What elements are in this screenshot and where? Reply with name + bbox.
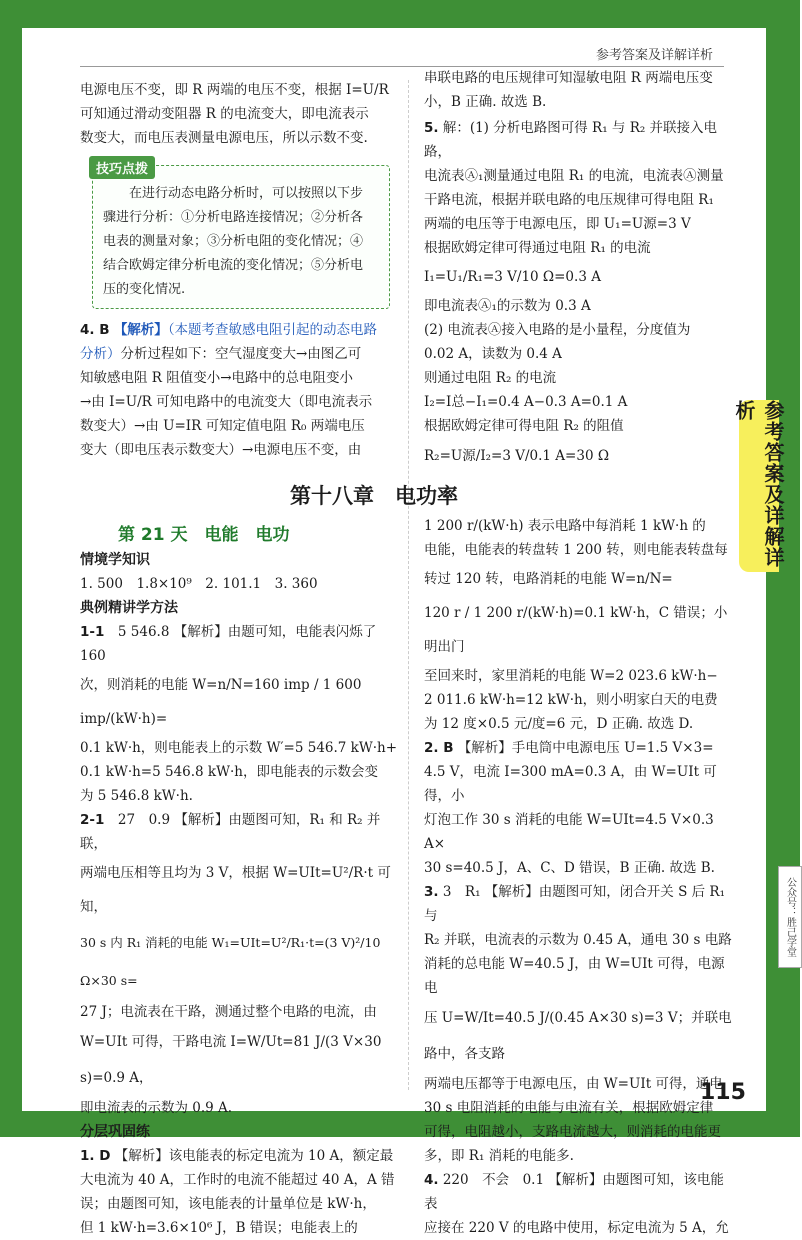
left-lower bbox=[80, 548, 400, 1240]
text-line: (2) 电流表Ⓐ接入电路的是小量程，分度值为 bbox=[424, 322, 691, 338]
text-line: 30 s 电阻消耗的电能与电流有关，根据欧姆定律 bbox=[424, 1100, 714, 1116]
tip-line: 电表的测量对象；③分析电阻的变化情况；④ bbox=[103, 234, 364, 249]
text-line: 4.5 V，电流 I=300 mA=0.3 A，由 W=UIt 可得，小 bbox=[424, 764, 717, 804]
text-line: 电源电压不变，即 R 两端的电压不变，根据 I=U/R bbox=[80, 82, 389, 98]
text-line: 分析过程如下：空气湿度变大→由图乙可 bbox=[120, 346, 362, 362]
side-watermark-label: 公众号：胜己学堂 bbox=[784, 877, 796, 957]
tip-text bbox=[103, 182, 381, 302]
text-line: 0.1 kW·h=5 546.8 kW·h，即电能表的示数会变 bbox=[80, 764, 378, 780]
section-heading: 情境学知识 bbox=[80, 552, 150, 568]
text-line: 27 0.9 【解析】由题图可知，R₁ 和 R₂ 并联， bbox=[80, 812, 381, 852]
side-section-tab bbox=[732, 400, 785, 572]
text-line: 消耗的总电能 W=40.5 J，由 W=UIt 可得，电源电 bbox=[424, 956, 725, 996]
analysis-note: 分析） bbox=[80, 346, 121, 362]
formula-line: 120 r / 1 200 r/(kW·h)=0.1 kW·h，C 错误；小明出门 bbox=[424, 605, 728, 655]
formula-line: 30 s 内 R₁ 消耗的电能 W₁=UIt=U²/R₁·t=(3 V)²/10 Ω×30 s= bbox=[80, 935, 381, 988]
section-heading: 分层巩固练 bbox=[80, 1124, 150, 1140]
text-line: R₂ 并联，电流表的示数为 0.45 A，通电 30 s 电路 bbox=[424, 932, 732, 948]
right-top-text bbox=[424, 66, 734, 114]
tip-line: 压的变化情况. bbox=[103, 282, 186, 297]
text-line: 灯泡工作 30 s 消耗的电能 W=UIt=4.5 V×0.3 A× bbox=[424, 812, 714, 852]
text-line: 可知通过滑动变阻器 R 的电流变大，即电流表示 bbox=[80, 106, 369, 122]
chapter-title: 第十八章 电功率 bbox=[290, 484, 458, 508]
text-line: 电能，电能表的转盘转 1 200 转，则电能表转盘每 bbox=[424, 542, 728, 558]
tip-label: 技巧点拨 bbox=[89, 156, 155, 179]
question-number: 1. D bbox=[80, 1148, 111, 1164]
formula-line: 压 U=W/It=40.5 J/(0.45 A×30 s)=3 V；并联电路中，各支路 bbox=[424, 1010, 732, 1062]
text-line: 数变大）→由 U=IR 可知定值电阻 R₀ 两端电压 bbox=[80, 418, 365, 434]
text-line: 误；由题图可知，该电能表的计量单位是 kW·h， bbox=[80, 1196, 376, 1212]
analysis-tag: 【解析】 bbox=[113, 322, 168, 338]
text-line: 220 不会 0.1 【解析】由题图可知，该电能表 bbox=[424, 1172, 724, 1212]
example-number: 1-1 bbox=[80, 624, 105, 640]
text-line: 0.1 kW·h，则电能表上的示数 W′=5 546.7 kW·h+ bbox=[80, 740, 398, 756]
side-tab-label: 参考答案及详解详析 bbox=[732, 400, 785, 568]
formula-line: W=UIt 可得，干路电流 I=W/Ut=81 J/(3 V×30 s)=0.9 A， bbox=[80, 1034, 382, 1086]
question-number: 2. B bbox=[424, 740, 454, 756]
question-5 bbox=[424, 116, 734, 474]
analysis-note: （本题考查敏感电阻引起的动态电路 bbox=[167, 322, 378, 338]
text-line: 小，B 正确. 故选 B. bbox=[424, 94, 547, 110]
side-watermark bbox=[778, 866, 802, 968]
example-number: 2-1 bbox=[80, 812, 105, 828]
text-line: 干路电流，根据并联电路的电压规律可得电阻 R₁ bbox=[424, 192, 714, 208]
text-line: 数变大，而电压表测量电源电压，所以示数不变. bbox=[80, 130, 368, 146]
formula-line: I₁=U₁/R₁=3 V/10 Ω=0.3 A bbox=[424, 269, 601, 285]
text-line: 为 5 546.8 kW·h. bbox=[80, 788, 193, 804]
text-line: 即电流表Ⓐ₁的示数为 0.3 A bbox=[424, 298, 591, 314]
day-title: 第 21 天 电能 电功 bbox=[118, 525, 290, 545]
text-line: 【解析】手电筒中电源电压 U=1.5 V×3= bbox=[457, 740, 714, 756]
text-line: 即电流表的示数为 0.9 A. bbox=[80, 1100, 233, 1116]
text-line: 但 1 kW·h=3.6×10⁶ J，B 错误；电能表上的 bbox=[80, 1220, 358, 1236]
text-line: 则通过电阻 R₂ 的电流 bbox=[424, 370, 557, 386]
formula-line: 次，则消耗的电能 W=n/N=160 imp / 1 600 imp/(kW·h)= bbox=[80, 677, 362, 727]
text-line: 应接在 220 V 的电路中使用，标定电流为 5 A，允 bbox=[424, 1220, 729, 1236]
text-line: 多，即 R₁ 消耗的电能多. bbox=[424, 1148, 574, 1164]
text-line: 根据欧姆定律可得通过电阻 R₁ 的电流 bbox=[424, 240, 651, 256]
text-line: 变大（即电压表示数变大）→电源电压不变，由 bbox=[80, 442, 362, 458]
tip-box bbox=[92, 162, 390, 309]
question-number: 5. bbox=[424, 120, 439, 136]
tip-line: 在进行动态电路分析时，可以按照以下步 bbox=[129, 186, 364, 201]
page-number: 115 bbox=[700, 1080, 746, 1105]
text-line: 可得，电阻越小，支路电流越大，则消耗的电能更 bbox=[424, 1124, 721, 1140]
formula-line: R₂=U源/I₂=3 V/0.1 A=30 Ω bbox=[424, 448, 610, 464]
text-line: 27 J；电流表在干路，测通过整个电路的电流，由 bbox=[80, 1004, 377, 1020]
text-line: 知敏感电阻 R 阻值变小→电路中的总电阻变小 bbox=[80, 370, 354, 386]
question-number: 4. bbox=[424, 1172, 439, 1188]
left-top-text bbox=[80, 78, 400, 150]
text-line: 两端电压都等于电源电压，由 W=UIt 可得，通电 bbox=[424, 1076, 723, 1092]
text-line: 30 s=40.5 J，A、C、D 错误，B 正确. 故选 B. bbox=[424, 860, 715, 876]
text-line: →由 I=U/R 可知电路中的电流变大（即电流表示 bbox=[80, 394, 373, 410]
right-lower bbox=[424, 514, 734, 1240]
running-header: 参考答案及详解详析 bbox=[596, 48, 714, 63]
text-line: 【解析】该电能表的标定电流为 10 A，额定最 bbox=[114, 1148, 394, 1164]
text-line: 1 200 r/(kW·h) 表示电路中每消耗 1 kW·h 的 bbox=[424, 518, 706, 534]
text-line: 解：(1) 分析电路图可得 R₁ 与 R₂ 并联接入电路， bbox=[424, 120, 718, 160]
text-line: 0.02 A，读数为 0.4 A bbox=[424, 346, 562, 362]
question-number: 3. bbox=[424, 884, 439, 900]
formula-line: 转过 120 转，电路消耗的电能 W=n/N= bbox=[424, 571, 673, 587]
tip-line: 结合欧姆定律分析电流的变化情况；⑤分析电 bbox=[103, 258, 364, 273]
text-line: 2 011.6 kW·h=12 kW·h，则小明家白天的电费 bbox=[424, 692, 718, 708]
frame-top bbox=[0, 0, 800, 28]
text-line: 两端的电压等于电源电压，即 U₁=U源=3 V bbox=[424, 216, 691, 232]
question-4 bbox=[80, 318, 400, 462]
tip-line: 骤进行分析：①分析电路连接情况；②分析各 bbox=[103, 210, 364, 225]
column-divider bbox=[408, 80, 409, 1090]
text-line: 为 12 度×0.5 元/度=6 元，D 正确. 故选 D. bbox=[424, 716, 694, 732]
answers-line: 1. 500 1.8×10⁹ 2. 101.1 3. 360 bbox=[80, 576, 318, 592]
frame-left bbox=[0, 0, 22, 1137]
text-line: 电流表Ⓐ₁测量通过电阻 R₁ 的电流，电流表Ⓐ测量 bbox=[424, 168, 724, 184]
formula-line: I₂=I总−I₁=0.4 A−0.3 A=0.1 A bbox=[424, 394, 628, 410]
formula-line: 两端电压相等且均为 3 V，根据 W=UIt=U²/R·t 可知， bbox=[80, 865, 391, 915]
text-line: 大电流为 40 A，工作时的电流不能超过 40 A，A 错 bbox=[80, 1172, 395, 1188]
text-line: 根据欧姆定律可得电阻 R₂ 的阻值 bbox=[424, 418, 624, 434]
text-line: 串联电路的电压规律可知湿敏电阻 R 两端电压变 bbox=[424, 70, 713, 86]
question-number: 4. B bbox=[80, 322, 110, 338]
text-line: 5 546.8 【解析】由题可知，电能表闪烁了 160 bbox=[80, 624, 377, 664]
text-line: 3 R₁ 【解析】由题图可知，闭合开关 S 后 R₁ 与 bbox=[424, 884, 725, 924]
text-line: 至回来时，家里消耗的电能 W=2 023.6 kW·h− bbox=[424, 668, 718, 684]
section-heading: 典例精讲学方法 bbox=[80, 600, 178, 616]
